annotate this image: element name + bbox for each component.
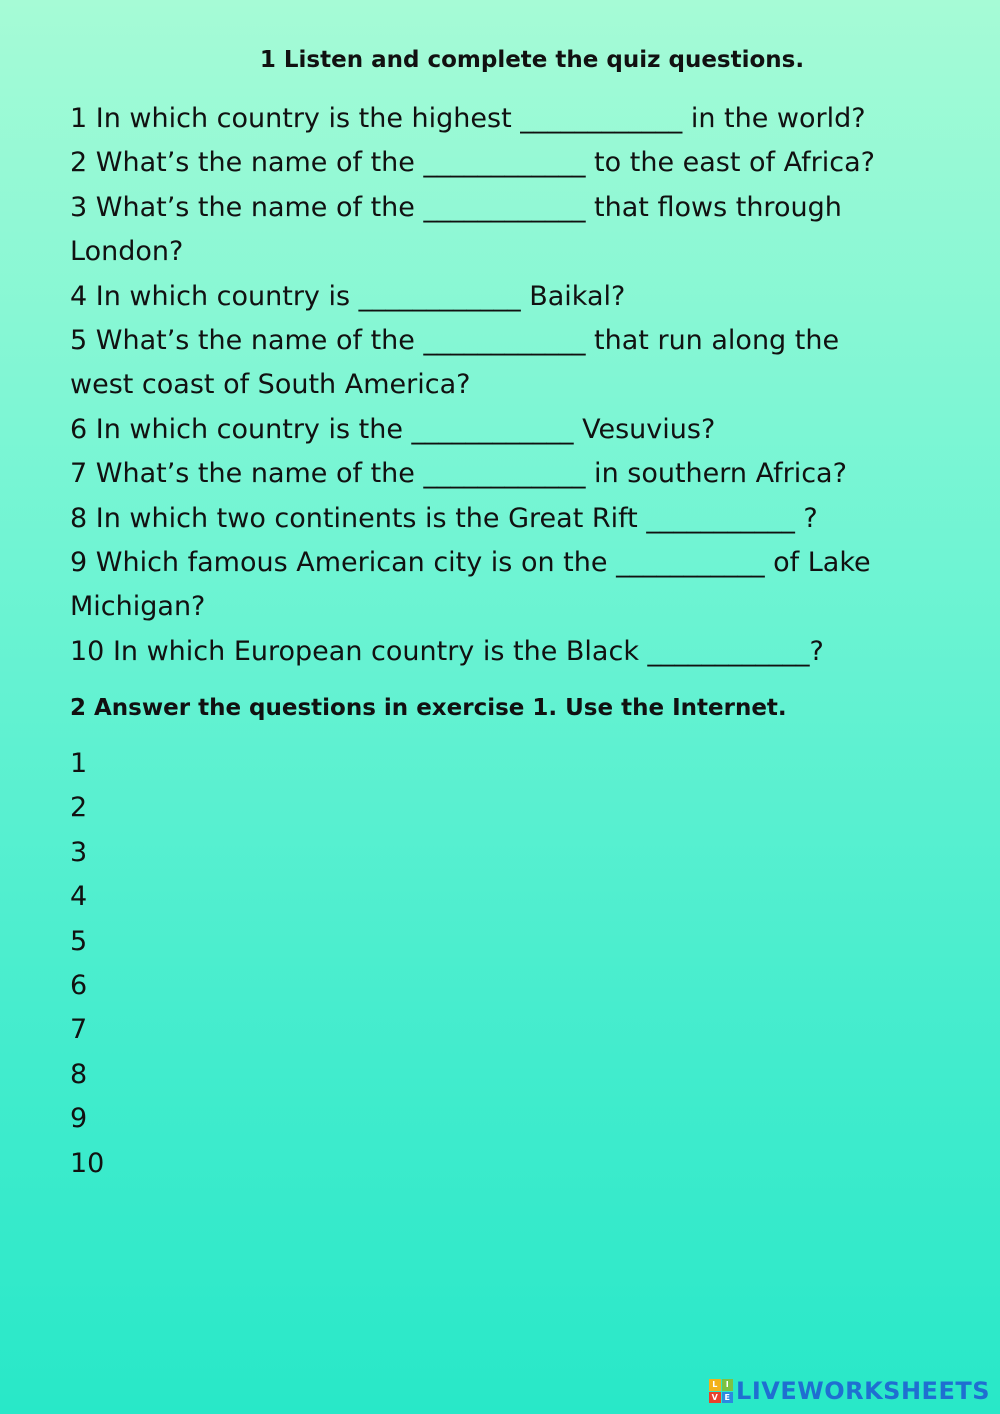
- answer-number: 10: [70, 1147, 105, 1179]
- question-line: 3 What’s the name of the ____________ that flows through: [70, 191, 842, 223]
- answer-number: 5: [70, 925, 88, 957]
- answer-number: 4: [70, 881, 88, 913]
- question-line: 2 What’s the name of the ____________ to the east of Africa?: [70, 147, 875, 179]
- question-line: 5 What’s the name of the ____________ that run along the: [70, 325, 840, 357]
- quiz-question-list: [70, 97, 950, 674]
- question-line: 8 In which two continents is the Great Rift ___________ ?: [70, 502, 818, 534]
- logo-letter: L: [709, 1379, 721, 1391]
- exercise-2-title: 2 Answer the questions in exercise 1. Use the Internet.: [70, 695, 787, 721]
- question-line: 10 In which European country is the Black ____________?: [70, 635, 824, 667]
- question-line: Michigan?: [70, 591, 206, 623]
- answer-number: 2: [70, 792, 88, 824]
- logo-letter: I: [722, 1379, 734, 1391]
- answer-number: 9: [70, 1103, 88, 1135]
- answer-number: 1: [70, 748, 88, 779]
- exercise-1-title: 1 Listen and complete the quiz questions.: [259, 47, 805, 73]
- question-line: 9 Which famous American city is on the ___________ of Lake: [70, 547, 871, 579]
- answer-number: 6: [70, 970, 88, 1002]
- answer-number: 3: [70, 836, 88, 868]
- logo-letter: V: [709, 1392, 721, 1404]
- question-line: west coast of South America?: [70, 369, 471, 401]
- question-line: 6 In which country is the ____________ Vesuvius?: [70, 413, 716, 445]
- liveworksheets-brand[interactable]: [709, 1376, 990, 1406]
- question-line: London?: [70, 236, 184, 268]
- liveworksheets-logo-icon: [709, 1379, 733, 1403]
- question-line: 7 What’s the name of the ____________ in southern Africa?: [70, 458, 847, 490]
- question-line: 1 In which country is the highest ____________ in the world?: [70, 103, 866, 134]
- liveworksheets-wordmark: LIVEWORKSHEETS: [736, 1377, 990, 1405]
- answer-number-list: [70, 742, 370, 1186]
- logo-letter: E: [722, 1392, 734, 1404]
- answer-number: 8: [70, 1058, 88, 1090]
- answer-number: 7: [70, 1014, 88, 1046]
- question-line: 4 In which country is ____________ Baikal?: [70, 280, 626, 312]
